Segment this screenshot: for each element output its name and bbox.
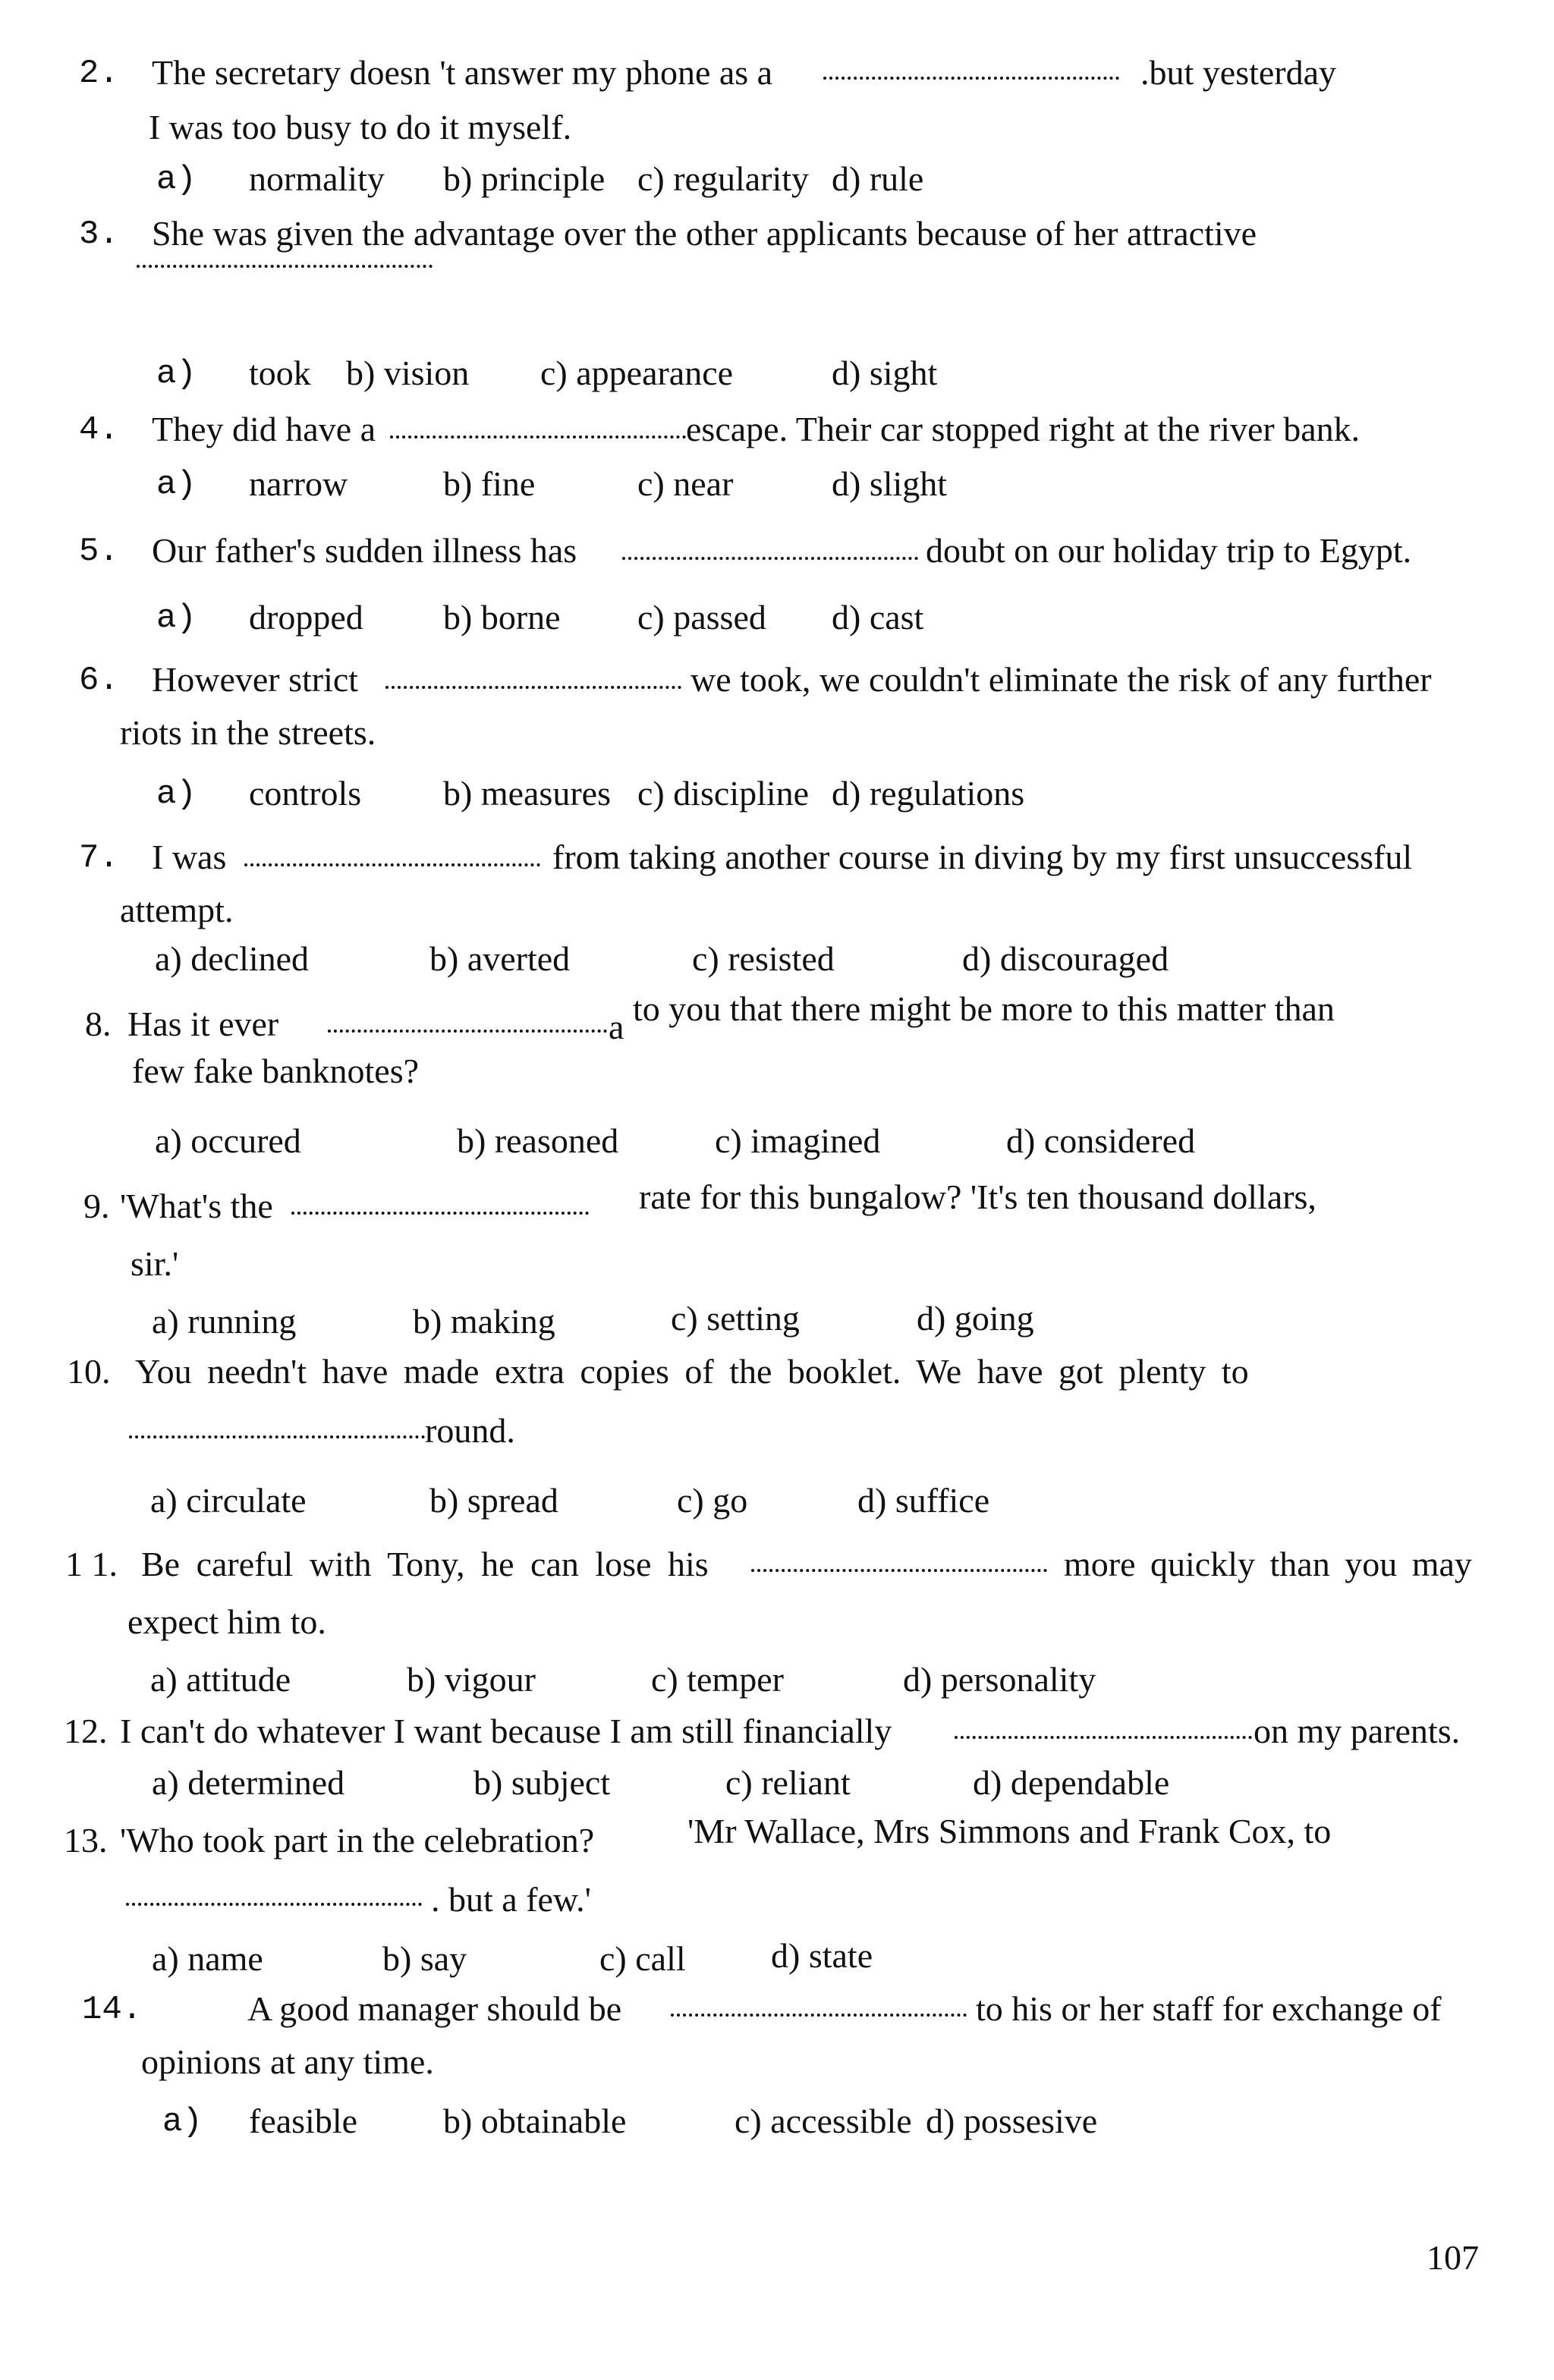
- option-label: a): [156, 355, 197, 393]
- option[interactable]: d) considered: [1006, 1121, 1196, 1160]
- question-text: Has it ever: [127, 1005, 279, 1043]
- option[interactable]: d) state: [771, 1936, 873, 1975]
- option[interactable]: a) determined: [152, 1763, 345, 1802]
- answer-blank[interactable]: [291, 1212, 589, 1215]
- option[interactable]: dropped: [249, 598, 363, 637]
- option[interactable]: b) vision: [346, 354, 470, 392]
- option-label: a): [156, 775, 197, 813]
- option[interactable]: d) suffice: [857, 1481, 990, 1520]
- option[interactable]: c) reliant: [725, 1763, 851, 1802]
- question-number: 10.: [67, 1352, 111, 1391]
- option[interactable]: c) go: [677, 1481, 748, 1520]
- option[interactable]: a) circulate: [150, 1481, 307, 1520]
- answer-blank[interactable]: [823, 77, 1119, 80]
- option[interactable]: b) subject: [473, 1763, 611, 1802]
- question-text: I can't do whatever I want because I am still financially: [120, 1712, 892, 1750]
- option[interactable]: d) possesive: [926, 2102, 1098, 2140]
- question-text: expect him to.: [127, 1602, 326, 1641]
- question-text: round.: [425, 1411, 515, 1450]
- option[interactable]: b) obtainable: [443, 2102, 627, 2140]
- option[interactable]: d) rule: [832, 159, 924, 198]
- question-text: .but yesterday: [1140, 53, 1337, 92]
- option[interactable]: narrow: [249, 464, 348, 503]
- option[interactable]: d) discouraged: [962, 939, 1169, 978]
- option[interactable]: b) reasoned: [457, 1121, 619, 1160]
- question-text: to his or her staff for exchange of: [976, 1989, 1442, 2028]
- option[interactable]: d) slight: [832, 464, 948, 503]
- question-number: 1 1.: [65, 1545, 118, 1583]
- question-text: 'What's the: [120, 1187, 273, 1225]
- answer-blank[interactable]: [751, 1569, 1047, 1572]
- option[interactable]: c) near: [637, 464, 734, 503]
- question-text: Our father's sudden illness has: [152, 531, 577, 570]
- option[interactable]: b) spread: [429, 1481, 558, 1520]
- question-number: 7.: [79, 839, 119, 877]
- question-text: more quickly than you may: [1064, 1545, 1472, 1583]
- question-number: 4.: [79, 411, 119, 449]
- question-text: rate for this bungalow? 'It's ten thousand dollars,: [639, 1177, 1316, 1216]
- option-label: a): [162, 2103, 203, 2141]
- question-number: 12.: [64, 1712, 108, 1750]
- question-text: I was too busy to do it myself.: [149, 108, 572, 146]
- answer-blank[interactable]: [385, 686, 681, 689]
- option[interactable]: d) sight: [832, 354, 938, 392]
- question-text: opinions at any time.: [141, 2042, 434, 2081]
- option[interactable]: c) passed: [637, 598, 766, 637]
- option[interactable]: b) vigour: [407, 1660, 536, 1699]
- answer-blank[interactable]: [390, 435, 686, 439]
- question-text: escape. Their car stopped right at the river bank.: [686, 410, 1361, 448]
- page-number: 107: [1427, 2238, 1479, 2277]
- option-label: a): [156, 599, 197, 637]
- option[interactable]: controls: [249, 774, 362, 813]
- question-text: few fake banknotes?: [132, 1052, 420, 1090]
- question-number: 3.: [79, 215, 119, 253]
- option[interactable]: feasible: [249, 2102, 358, 2140]
- question-text: doubt on our holiday trip to Egypt.: [926, 531, 1412, 570]
- option[interactable]: a) running: [152, 1302, 297, 1341]
- option[interactable]: a) name: [152, 1939, 263, 1978]
- question-text: a: [609, 1008, 624, 1046]
- option[interactable]: b) borne: [443, 598, 561, 637]
- question-text: from taking another course in diving by my first unsuccessful: [552, 838, 1413, 876]
- answer-blank[interactable]: [129, 1435, 425, 1438]
- question-number: 14.: [82, 1991, 143, 2029]
- option[interactable]: c) resisted: [692, 939, 835, 978]
- option[interactable]: a) attitude: [150, 1660, 291, 1699]
- question-text: attempt.: [120, 891, 234, 929]
- question-text: I was: [152, 838, 227, 876]
- question-text: 'Who took part in the celebration?: [120, 1821, 595, 1860]
- option[interactable]: c) discipline: [637, 774, 810, 813]
- answer-blank[interactable]: [671, 2014, 967, 2017]
- question-text: A good manager should be: [247, 1989, 622, 2028]
- option[interactable]: took: [249, 354, 311, 392]
- option[interactable]: b) fine: [443, 464, 536, 503]
- option[interactable]: c) setting: [671, 1299, 800, 1338]
- question-text: However strict: [152, 660, 359, 699]
- question-number: 9.: [83, 1187, 110, 1225]
- question-number: 8.: [85, 1005, 112, 1043]
- option[interactable]: c) call: [599, 1939, 686, 1978]
- question-text: sir.': [131, 1244, 179, 1283]
- option[interactable]: b) averted: [429, 939, 571, 978]
- answer-blank[interactable]: [328, 1030, 607, 1033]
- question-number: 5.: [79, 533, 119, 571]
- question-text: Be careful with Tony, he can lose his: [141, 1545, 709, 1583]
- option[interactable]: d) going: [917, 1299, 1034, 1338]
- option[interactable]: c) appearance: [540, 354, 734, 392]
- question-number: 6.: [79, 662, 119, 700]
- question-number: 13.: [64, 1821, 108, 1860]
- option[interactable]: d) regulations: [832, 774, 1025, 813]
- option[interactable]: c) accessible: [735, 2102, 912, 2140]
- option[interactable]: c) regularity: [637, 159, 810, 198]
- option-label: a): [156, 466, 197, 504]
- option[interactable]: d) dependable: [973, 1763, 1170, 1802]
- answer-blank[interactable]: [126, 1903, 422, 1906]
- option[interactable]: d) cast: [832, 598, 924, 637]
- option[interactable]: normality: [249, 159, 385, 198]
- answer-blank[interactable]: [137, 265, 433, 268]
- question-text: 'Mr Wallace, Mrs Simmons and Frank Cox, to: [687, 1812, 1332, 1850]
- answer-blank[interactable]: [244, 863, 540, 866]
- option[interactable]: c) imagined: [715, 1121, 881, 1160]
- question-text: They did have a: [152, 410, 376, 448]
- option[interactable]: a) occured: [155, 1121, 301, 1160]
- option[interactable]: c) temper: [651, 1660, 784, 1699]
- answer-blank[interactable]: [955, 1736, 1252, 1739]
- question-text: riots in the streets.: [120, 713, 376, 752]
- option[interactable]: b) principle: [443, 159, 606, 198]
- question-text: to you that there might be more to this matter than: [633, 989, 1335, 1028]
- question-text: . but a few.': [431, 1880, 591, 1919]
- option[interactable]: b) making: [413, 1302, 555, 1341]
- option[interactable]: b) measures: [443, 774, 611, 813]
- option[interactable]: a) declined: [155, 939, 310, 978]
- question-number: 2.: [79, 55, 119, 93]
- question-text: The secretary doesn 't answer my phone as a: [152, 53, 773, 92]
- option[interactable]: d) personality: [903, 1660, 1096, 1699]
- question-text: You needn't have made extra copies of the booklet. We have got plenty to: [135, 1352, 1249, 1391]
- question-text: She was given the advantage over the other applicants because of her attractive: [152, 214, 1257, 253]
- option-label: a): [156, 161, 197, 199]
- question-text: on my parents.: [1254, 1712, 1461, 1750]
- question-text: we took, we couldn't eliminate the risk of any further: [690, 660, 1432, 699]
- answer-blank[interactable]: [622, 557, 918, 560]
- option[interactable]: b) say: [382, 1939, 467, 1978]
